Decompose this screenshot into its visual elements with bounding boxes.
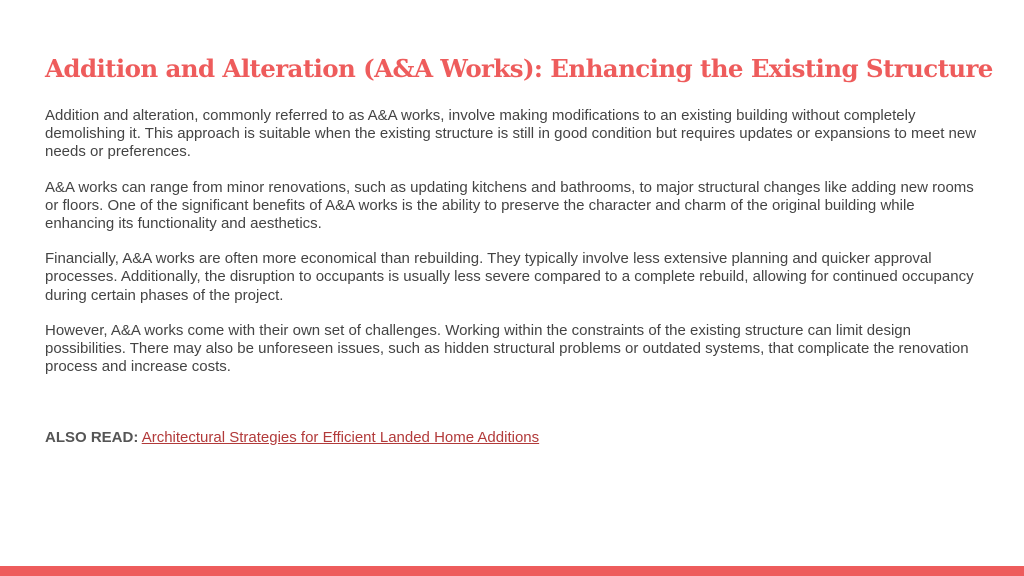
slide-body — [45, 107, 985, 393]
also-read — [45, 429, 539, 447]
paragraph-financial: Financially, A&A works are often more economical than rebuilding. They typically involve less extensive planning and quicker approval processes. Additionally, the disruption to occupants is usually less severe compared to a complete rebuild, allowing for continued occupancy during certain phases of the project. — [45, 250, 974, 304]
also-read-link[interactable]: Architectural Strategies for Efficient Landed Home Additions — [141, 429, 540, 446]
paragraph-scope: A&A works can range from minor renovations, such as updating kitchens and bathrooms, to major structural changes like adding new rooms or floors. One of the significant benefits of A&A works is the ability to preserve the character and charm of the original building while enhancing its functionality and aesthetics. — [45, 178, 974, 233]
paragraph-intro: Addition and alteration, commonly referred to as A&A works, involve making modifications to an existing building without completely demolishing it. This approach is suitable when the existing structure is still in good condition but requires updates or expansions to meet new needs or preferences. — [45, 107, 977, 161]
also-read-label: ALSO READ: — [45, 429, 139, 446]
slide-title: Addition and Alteration (A&A Works): Enhancing the Existing Structure — [45, 54, 993, 83]
paragraph-challenges: However, A&A works come with their own set of challenges. Working within the constraints of the existing structure can limit design possibilities. There may also be unforeseen issues, such as hidden structural problems or outdated systems, that complicate the renovation process and increase costs. — [45, 321, 969, 376]
bottom-accent-bar — [0, 566, 1024, 576]
